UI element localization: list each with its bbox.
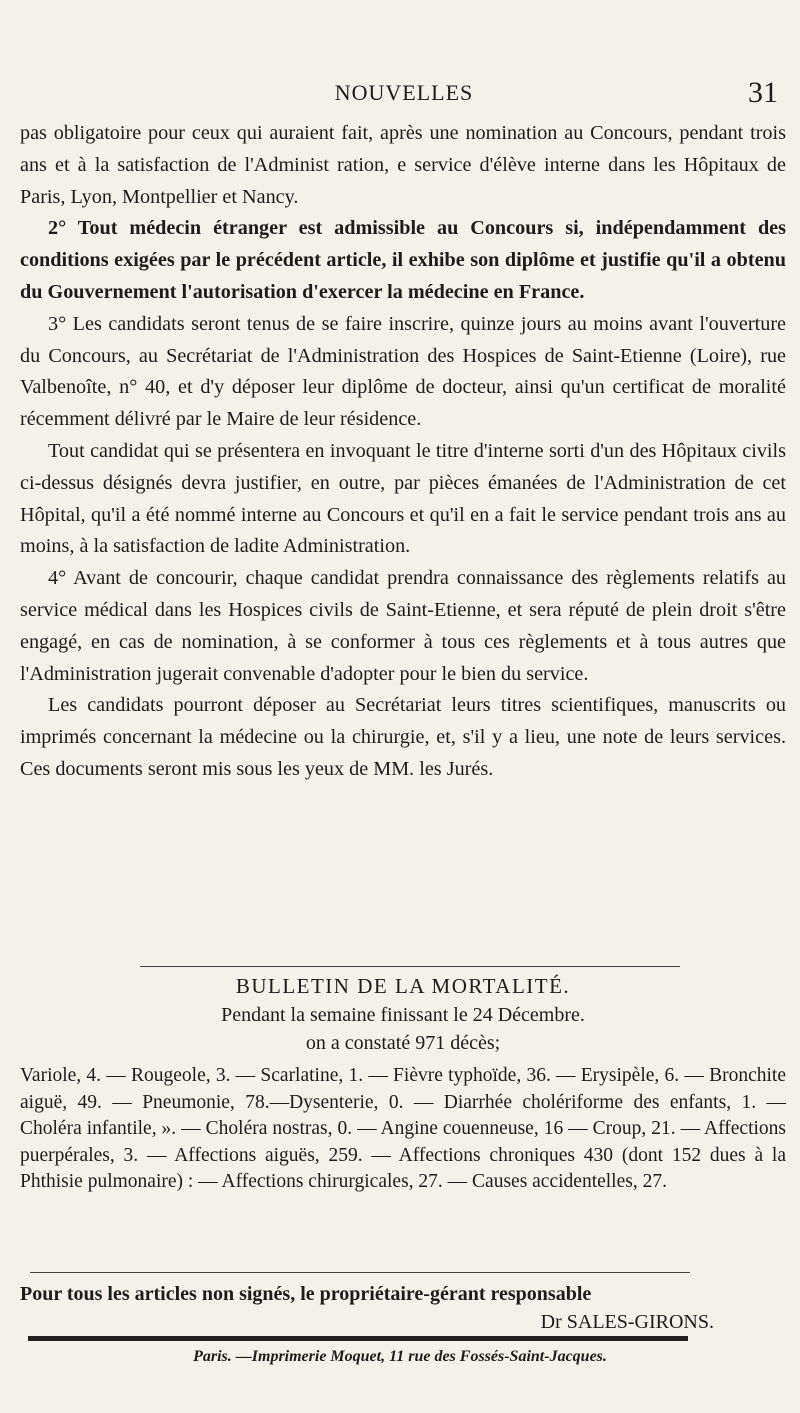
- page-footer: [20, 1280, 786, 1336]
- paragraph-scientific-titles: Les candidats pourront déposer au Secrétariat leurs titres scientifiques, manuscrits ou imprimés concernant la médecine ou la chirurgie, et, s'il y a lieu, une note de leurs services. Ces documents seront mis sous les yeux de MM. les Jurés.: [20, 694, 786, 780]
- article-body: [20, 118, 786, 786]
- bulletin-title: BULLETIN DE LA MORTALITÉ.: [235, 974, 571, 998]
- thick-rule: [28, 1336, 688, 1341]
- paragraph-article-2: 2° Tout médecin étranger est admissible au Concours si, indépendamment des conditions exigées par le précédent article, il exhibe son diplôme et justifie qu'il a obtenu du Gouvernement l'autorisation d'exercer la médecine en France.: [20, 217, 786, 303]
- bulletin-causes: Variole, 4. — Rougeole, 3. — Scarlatine, 1. — Fièvre typhoïde, 36. — Erysipèle, 6. — Bronchite aiguë, 49. — Pneumonie, 78.—Dysenterie, 0. — Diarrhée cholériforme des enfants, 1. — Choléra infantile, ». — Choléra nostras, 0. — Angine couenneuse, 16 — Croup, 21. — Affections puerpérales, 3. — Affections aiguës, 259. — Affections chroniques 430 (dont 152 dues à la Phthisie pulmonaire) : — Affections chirurgicales, 27. — Causes accidentelles, 27.: [20, 1065, 786, 1193]
- bulletin-total-deaths: on a constaté 971 décès;: [305, 1032, 501, 1054]
- paragraph-article-3: 3° Les candidats seront tenus de se faire inscrire, quinze jours au moins avant l'ouverture du Concours, au Secrétariat de l'Administration des Hospices de Saint-Etienne (Loire), rue Valbenoîte, n° 40, et d'y déposer leur diplôme de docteur, ainsi qu'un certificat de moralité récemment délivré par le Maire de leur résidence.: [20, 312, 786, 431]
- paragraph-continuation: pas obligatoire pour ceux qui auraient fait, après une nomination au Concours, pendant trois ans et à la satisfaction de l'Administ ration, e service d'élève interne dans les Hôpitaux de Paris, Lyon, Montpellier et Nancy.: [20, 122, 786, 208]
- responsibility-note: Pour tous les articles non signés, le propriétaire-gérant responsable: [20, 1283, 592, 1305]
- paragraph-intern-candidates: Tout candidat qui se présentera en invoquant le titre d'interne sorti d'un des Hôpitaux civils ci-dessus désignés devra justifier, en outre, par pièces émanées de l'Administration de cet Hôpital, qu'il a été nommé interne au Concours et qu'il en a fait le service pendant trois ans au moins, à la satisfaction de ladite Administration.: [20, 439, 786, 558]
- footer-divider: [30, 1272, 690, 1273]
- bulletin-week: Pendant la semaine finissant le 24 Décembre.: [221, 1004, 585, 1026]
- mortality-bulletin: [20, 971, 786, 1196]
- page-number: 31: [748, 76, 778, 109]
- section-divider: [140, 966, 680, 967]
- editor-signature: Dr SALES-GIRONS.: [540, 1311, 714, 1333]
- page-header: [24, 78, 784, 118]
- running-title: NOUVELLES: [334, 80, 474, 105]
- paragraph-article-4: 4° Avant de concourir, chaque candidat prendra connaissance des règlements relatifs au service médical dans les Hospices civils de Saint-Etienne, et sera réputé de plein droit s'être engagé, en cas de nomination, à se conformer à tous ces règlements et à tous autres que l'Administration jugerait convenable d'adopter pour le bien du service.: [20, 567, 786, 685]
- printer-imprint: Paris. —Imprimerie Moquet, 11 rue des Fossés-Saint-Jacques.: [193, 1348, 607, 1365]
